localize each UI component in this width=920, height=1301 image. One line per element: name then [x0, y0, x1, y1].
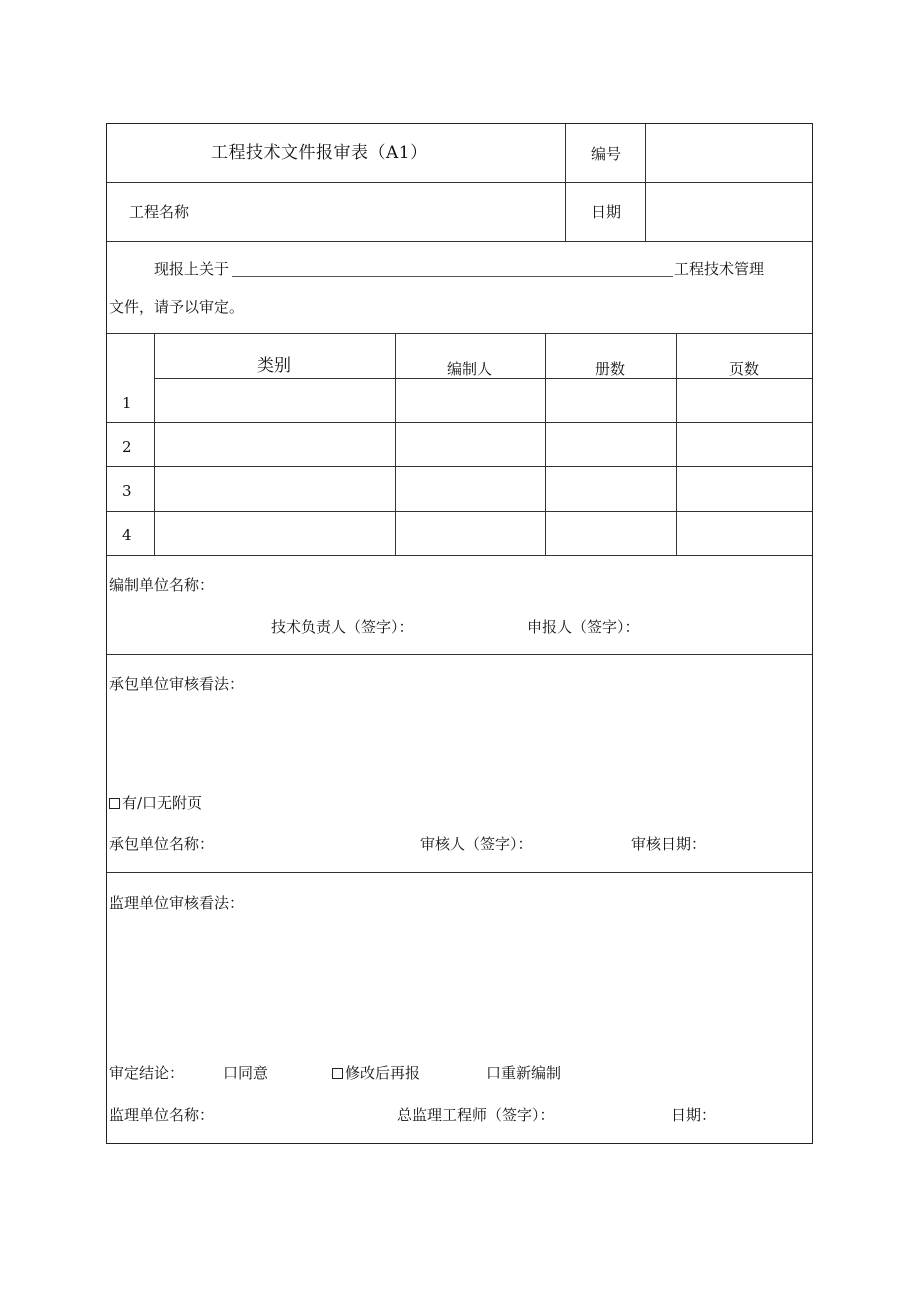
row-number: 4 — [122, 526, 132, 544]
row-number: 1 — [122, 394, 132, 412]
divider — [154, 378, 812, 379]
number-field[interactable] — [647, 126, 810, 180]
table-cell-volumes[interactable] — [547, 468, 674, 509]
chief-engineer-signature-label: 总监理工程师（签字）： — [397, 1106, 555, 1124]
table-cell-volumes[interactable] — [547, 513, 674, 553]
table-cell-author[interactable] — [397, 424, 543, 464]
divider — [107, 466, 812, 467]
supervisor-unit-label: 监理单位名称： — [109, 1106, 215, 1124]
row-number: 3 — [122, 482, 132, 500]
date-label: 日期 — [591, 203, 622, 221]
tech-lead-signature-label: 技术负责人（签字）： — [271, 618, 414, 636]
supervisor-opinion-label: 监理单位审核看法： — [109, 894, 245, 912]
table-cell-pages[interactable] — [678, 424, 810, 464]
divider — [107, 182, 812, 183]
submission-prefix: 现报上关于 — [154, 260, 230, 278]
header-category: 类别 — [257, 356, 291, 376]
contractor-unit-label: 承包单位名称： — [109, 835, 215, 853]
table-cell-category[interactable] — [156, 380, 393, 420]
table-cell-pages[interactable] — [678, 380, 810, 420]
form-title: 工程技术文件报审表（A1） — [211, 143, 428, 163]
attachment-option[interactable] — [109, 794, 202, 812]
header-volumes: 册数 — [595, 360, 626, 378]
tech-document-review-form — [106, 123, 813, 1144]
table-cell-author[interactable] — [397, 513, 543, 553]
option-recompile[interactable]: 口重新编制 — [486, 1064, 562, 1082]
checkbox-icon[interactable] — [332, 1068, 343, 1079]
row-number: 2 — [122, 438, 132, 456]
review-date-label: 审核日期： — [631, 835, 707, 853]
divider — [107, 422, 812, 423]
divider — [107, 872, 812, 873]
table-cell-volumes[interactable] — [547, 424, 674, 464]
divider — [107, 241, 812, 242]
divider — [676, 333, 677, 555]
table-cell-author[interactable] — [397, 468, 543, 509]
conclusion-label: 审定结论： — [109, 1064, 185, 1082]
divider — [154, 333, 155, 555]
project-name-field[interactable] — [227, 185, 561, 239]
supervisor-date-label: 日期： — [671, 1106, 717, 1124]
divider — [107, 333, 812, 334]
contractor-opinion-label: 承包单位审核看法： — [109, 675, 245, 693]
option-revise[interactable] — [332, 1064, 420, 1082]
subject-blank-line[interactable] — [232, 276, 673, 277]
divider — [107, 654, 812, 655]
table-cell-category[interactable] — [156, 513, 393, 553]
project-name-label: 工程名称 — [129, 203, 190, 221]
date-field[interactable] — [647, 185, 810, 239]
table-cell-volumes[interactable] — [547, 380, 674, 420]
attachment-text: 有/口无附页 — [122, 794, 203, 812]
table-cell-pages[interactable] — [678, 468, 810, 509]
table-cell-pages[interactable] — [678, 513, 810, 553]
table-cell-category[interactable] — [156, 424, 393, 464]
divider — [107, 555, 812, 556]
divider — [545, 333, 546, 555]
table-cell-category[interactable] — [156, 468, 393, 509]
header-author: 编制人 — [447, 360, 493, 378]
option-revise-label: 修改后再报 — [345, 1064, 421, 1082]
reviewer-signature-label: 审核人（签字）： — [420, 835, 533, 853]
submission-line2: 文件，请予以审定。 — [109, 298, 245, 316]
table-cell-author[interactable] — [397, 380, 543, 420]
option-approve[interactable]: 口同意 — [223, 1064, 269, 1082]
compiler-unit-label: 编制单位名称： — [109, 576, 215, 594]
checkbox-icon[interactable] — [109, 798, 120, 809]
submitter-signature-label: 申报人（签字）： — [527, 618, 640, 636]
divider — [395, 333, 396, 555]
divider — [107, 511, 812, 512]
submission-suffix: 工程技术管理 — [674, 260, 765, 278]
header-pages: 页数 — [729, 360, 760, 378]
number-label: 编号 — [591, 145, 622, 163]
